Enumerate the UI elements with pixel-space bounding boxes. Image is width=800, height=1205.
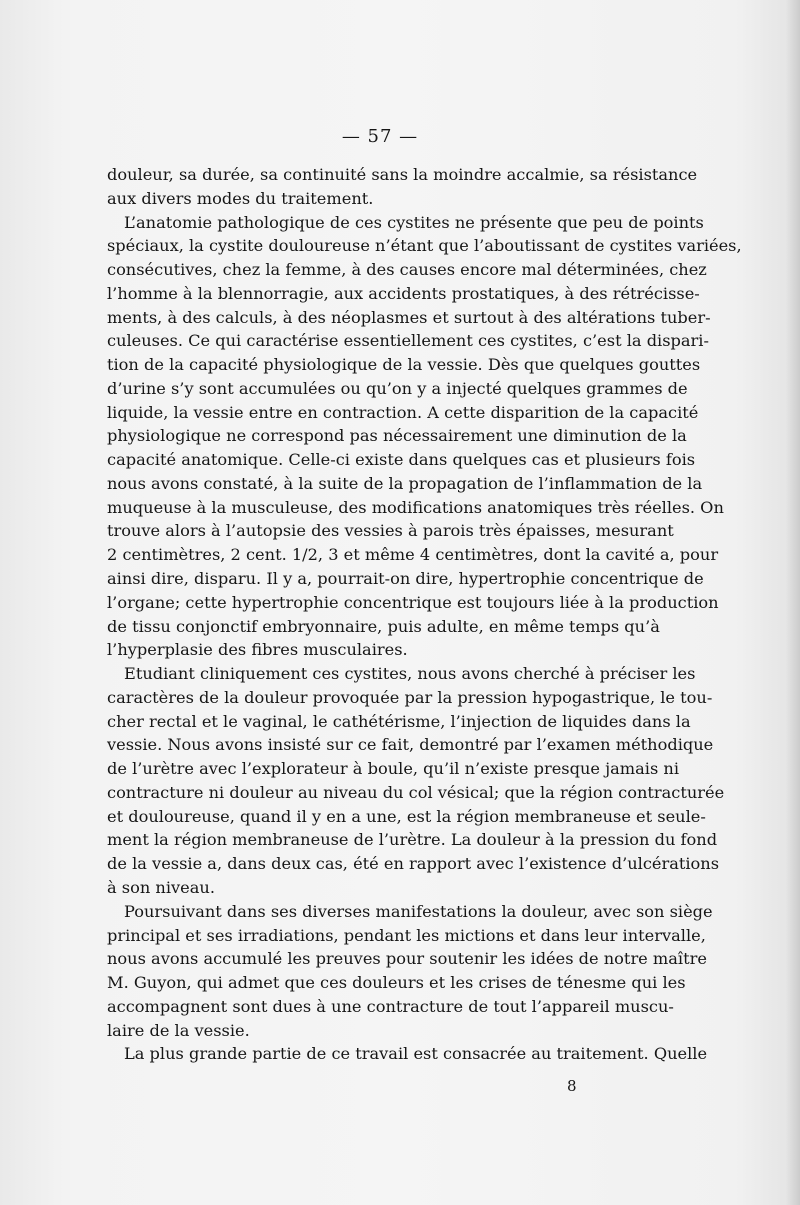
text-line: consécutives, chez la femme, à des causes encore mal déterminées, chez — [107, 260, 707, 280]
text-line: 2 centimètres, 2 cent. 1/2, 3 et même 4 centimètres, dont la cavité a, pour — [107, 545, 719, 565]
text-line: l’homme à la blennorragie, aux accidents prostatiques, à des rétrécisse- — [107, 283, 700, 303]
body-text — [107, 163, 742, 1066]
text-line: capacité anatomique. Celle-ci existe dans quelques cas et plusieurs fois — [107, 450, 696, 470]
text-line: d’urine s’y sont accumulées ou qu’on y a injecté quelques grammes de — [107, 378, 688, 398]
text-line: Etudiant cliniquement ces cystites, nous avons cherché à préciser les — [124, 664, 696, 684]
text-line: de l’urètre avec l’explorateur à boule, qu’il n’existe presque jamais ni — [107, 759, 680, 779]
text-line: cher rectal et le vaginal, le cathétérisme, l’injection de liquides dans la — [107, 711, 691, 731]
text-line: L’anatomie pathologique de ces cystites ne présente que peu de points — [124, 212, 704, 232]
text-line: principal et ses irradiations, pendant les mictions et dans leur intervalle, — [107, 925, 706, 945]
text-line: trouve alors à l’autopsie des vessies à parois très épaisses, mesurant — [107, 521, 674, 541]
text-line: accompagnent sont dues à une contracture de tout l’appareil muscu- — [107, 996, 674, 1016]
text-line: culeuses. Ce qui caractérise essentiellement ces cystites, c’est la dispari- — [107, 331, 709, 351]
page-number: — 57 — — [341, 126, 419, 147]
text-line: laire de la vessie. — [107, 1020, 250, 1040]
text-line: aux divers modes du traitement. — [107, 188, 374, 208]
text-line: La plus grande partie de ce travail est consacrée au traitement. Quelle — [124, 1044, 708, 1064]
text-line: contracture ni douleur au niveau du col vésical; que la région contracturée — [107, 782, 725, 802]
text-line: ainsi dire, disparu. Il y a, pourrait-on dire, hypertrophie concentrique de — [107, 569, 704, 589]
text-line: caractères de la douleur provoquée par la pression hypogastrique, le tou- — [107, 687, 713, 707]
text-line: liquide, la vessie entre en contraction. A cette disparition de la capacité — [107, 402, 699, 422]
text-line: douleur, sa durée, sa continuité sans la moindre accalmie, sa résistance — [107, 165, 698, 184]
text-line: l’hyperplasie des fibres musculaires. — [107, 640, 408, 660]
text-line: ment la région membraneuse de l’urètre. La douleur à la pression du fond — [107, 830, 718, 850]
text-line: à son niveau. — [107, 877, 215, 897]
text-line: spéciaux, la cystite douloureuse n’étant que l’aboutissant de cystites variées, — [107, 236, 742, 256]
page-edge-shadow — [786, 0, 800, 1205]
text-line: de tissu conjonctif embryonnaire, puis adulte, en même temps qu’à — [107, 616, 660, 636]
text-line: nous avons accumulé les preuves pour soutenir les idées de notre maître — [107, 949, 707, 969]
text-line: muqueuse à la musculeuse, des modifications anatomiques très réelles. On — [107, 497, 724, 517]
text-line: l’organe; cette hypertrophie concentrique est toujours liée à la production — [107, 592, 719, 612]
text-line: de la vessie a, dans deux cas, été en rapport avec l’existence d’ulcérations — [107, 854, 720, 874]
text-line: vessie. Nous avons insisté sur ce fait, demontré par l’examen méthodique — [107, 735, 714, 755]
text-line: M. Guyon, qui admet que ces douleurs et les crises de ténesme qui les — [107, 973, 686, 993]
text-line: Poursuivant dans ses diverses manifestations la douleur, avec son siège — [124, 901, 713, 921]
text-line: nous avons constaté, à la suite de la propagation de l’inflammation de la — [107, 473, 703, 493]
text-line: physiologique ne correspond pas nécessairement une diminution de la — [107, 426, 687, 446]
text-line: tion de la capacité physiologique de la vessie. Dès que quelques gouttes — [107, 355, 701, 375]
text-line: et douloureuse, quand il y en a une, est la région membraneuse et seule- — [107, 806, 706, 826]
signature-mark: 8 — [567, 1077, 577, 1095]
text-line: ments, à des calculs, à des néoplasmes et surtout à des altérations tuber- — [107, 307, 711, 327]
